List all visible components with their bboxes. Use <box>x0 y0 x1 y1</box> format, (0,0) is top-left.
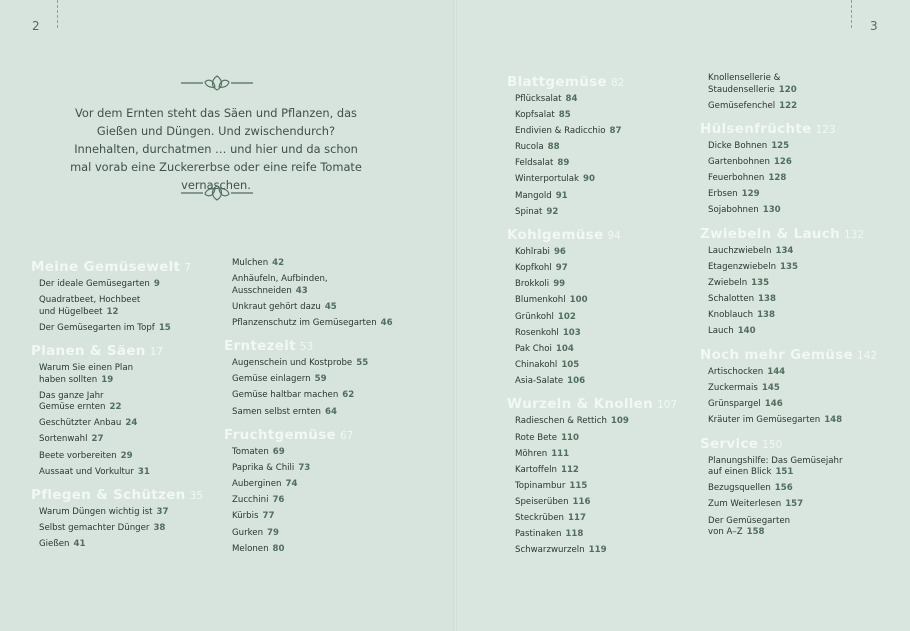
toc-entry-text: Gießen <box>39 539 70 550</box>
toc-entry-page: 144 <box>767 366 786 377</box>
toc-entry-text: Beete vorbereiten <box>39 450 117 461</box>
toc-entry-page: 122 <box>779 100 798 111</box>
toc-entry-text: Kartoffeln <box>515 464 557 475</box>
toc-entry-text: Grünspargel <box>708 399 761 410</box>
section-title[interactable] <box>507 395 697 414</box>
toc-entry-page: 116 <box>572 496 591 507</box>
intro-text: Vor dem Ernten steht das Säen und Pflanzen, das Gießen und Düngen. Und zwischendurch? Innehalten, durchatmen … und hier und da schon mal vorab eine Zuckererbse oder eine reife Tomate vernaschen. <box>70 106 362 192</box>
toc-entry-text: Möhren <box>515 448 548 459</box>
toc-entry-text: Pflanzenschutz im Gemüsegarten <box>232 317 377 328</box>
toc-entry-page: 91 <box>555 190 568 201</box>
toc-entry-text: Etagenzwiebeln <box>708 262 777 273</box>
toc-entry-text: Gurken <box>232 527 264 538</box>
toc-column-4 <box>700 73 900 547</box>
toc-section <box>31 342 221 478</box>
toc-entry-text: Samen selbst ernten <box>232 406 321 417</box>
toc-entry-page: 126 <box>773 157 792 168</box>
toc-entry-page: 130 <box>762 205 781 216</box>
toc-entry-text: Blumenkohl <box>515 295 566 306</box>
section-page-number: 132 <box>844 228 865 241</box>
toc-entry[interactable] <box>708 310 900 322</box>
toc-entry-page: 135 <box>780 262 798 273</box>
toc-entry-page: 73 <box>298 463 311 474</box>
toc-entry-page: 117 <box>567 512 586 523</box>
toc-entry[interactable] <box>708 367 900 379</box>
toc-entry[interactable] <box>515 360 697 372</box>
toc-entry[interactable] <box>39 467 221 479</box>
toc-entry-text: Mangold <box>515 190 552 201</box>
toc-section <box>224 337 439 418</box>
toc-column-2 <box>224 258 439 563</box>
toc-entry[interactable] <box>515 481 697 493</box>
section-title[interactable] <box>507 226 697 245</box>
toc-entry-page: 38 <box>153 523 166 534</box>
section-page-number: 107 <box>657 399 678 412</box>
toc-entry-text: Brokkoli <box>515 279 550 290</box>
toc-entry-page: 29 <box>120 450 133 461</box>
toc-entry-text: Speiserüben <box>515 496 569 507</box>
toc-entry-page: 19 <box>101 374 114 385</box>
toc-entry[interactable] <box>39 391 221 414</box>
toc-entry-text: Sojabohnen <box>708 205 759 216</box>
toc-entry-text: Kohlrabi <box>515 247 550 258</box>
toc-entry[interactable] <box>232 511 439 523</box>
toc-entry[interactable] <box>515 207 697 219</box>
toc-section <box>700 73 900 112</box>
toc-entry-text: Kürbis <box>232 511 259 522</box>
toc-entry-page: 120 <box>778 84 797 95</box>
toc-entry[interactable] <box>708 326 900 338</box>
toc-entry[interactable] <box>232 463 439 475</box>
section-page-number: 94 <box>607 230 621 243</box>
toc-entry-page: 90 <box>583 174 595 185</box>
toc-section <box>31 258 221 334</box>
toc-entry[interactable] <box>515 247 697 259</box>
toc-entry[interactable] <box>39 279 221 291</box>
toc-entry-text: Unkraut gehört dazu <box>232 301 321 312</box>
toc-entry[interactable] <box>708 205 900 217</box>
dashed-rule-left <box>57 0 58 28</box>
toc-entry-text: Radieschen & Rettich <box>515 416 607 427</box>
toc-entry-text: Melonen <box>232 543 269 554</box>
dashed-rule-right <box>851 0 852 28</box>
section-page-number: 82 <box>610 77 625 89</box>
toc-entry-page: 55 <box>356 358 369 369</box>
toc-entry-page: 79 <box>267 527 280 538</box>
toc-entry-text: Gartenbohnen <box>708 157 770 168</box>
toc-entry[interactable] <box>232 407 439 419</box>
toc-entry-text: Steckrüben <box>515 512 564 523</box>
toc-entry-text: Dicke Bohnen <box>708 141 768 152</box>
toc-entry[interactable] <box>39 418 221 430</box>
toc-entry-page: 111 <box>551 448 570 459</box>
toc-entry-text: Sortenwahl <box>39 434 88 445</box>
toc-entry-page: 85 <box>558 110 571 121</box>
toc-entry-page: 138 <box>758 294 776 305</box>
toc-entry[interactable] <box>39 523 221 535</box>
toc-entry-page: 97 <box>555 263 568 274</box>
toc-entry-page: 24 <box>125 418 138 429</box>
toc-entry-page: 100 <box>569 295 588 306</box>
toc-section <box>700 225 900 338</box>
toc-entry-text: Feldsalat <box>515 158 554 169</box>
toc-entry-page: 135 <box>751 278 770 289</box>
section-title[interactable] <box>31 258 221 277</box>
toc-entry[interactable] <box>708 173 900 185</box>
toc-entry-page: 9 <box>153 279 160 289</box>
toc-entry[interactable] <box>708 189 900 201</box>
toc-entry[interactable] <box>39 363 221 386</box>
section-title-text: Kohlgemüse <box>507 227 604 244</box>
toc-entry-page: 99 <box>553 279 566 290</box>
toc-entry[interactable] <box>515 416 697 428</box>
section-title[interactable] <box>700 225 900 244</box>
toc-column-1 <box>31 258 221 559</box>
toc-entry-page: 64 <box>324 406 337 417</box>
toc-entry-text: Auberginen <box>232 479 282 490</box>
toc-entry-page: 22 <box>109 402 122 413</box>
toc-entry[interactable] <box>232 390 439 402</box>
toc-entry[interactable] <box>515 545 697 557</box>
toc-entry-text: Zwiebeln <box>708 278 748 289</box>
toc-entry[interactable] <box>515 449 697 461</box>
toc-entry[interactable] <box>515 376 697 388</box>
toc-section <box>507 73 697 218</box>
toc-entry[interactable] <box>232 479 439 491</box>
toc-entry-page: 138 <box>757 310 776 321</box>
toc-entry-page: 69 <box>272 447 285 458</box>
toc-entry-text: Spinat <box>515 206 543 217</box>
toc-entry-page: 157 <box>785 499 804 510</box>
toc-entry-text: Augenschein und Kostprobe <box>232 358 353 369</box>
toc-entry-page: 118 <box>565 529 584 540</box>
toc-entry-page: 115 <box>569 480 588 491</box>
toc-entry[interactable] <box>232 302 439 314</box>
toc-entry-page: 46 <box>380 317 393 328</box>
toc-entry-page: 129 <box>741 189 760 200</box>
toc-entry[interactable] <box>515 126 697 138</box>
toc-entry-text: Pastinaken <box>515 529 562 540</box>
section-title[interactable] <box>31 486 221 505</box>
toc-section <box>224 258 439 329</box>
toc-entry[interactable] <box>515 142 697 154</box>
toc-entry-text: Kopfkohl <box>515 263 552 274</box>
toc-entry-page: 110 <box>561 432 580 443</box>
toc-entry[interactable] <box>708 383 900 395</box>
toc-entry[interactable] <box>515 344 697 356</box>
page-number-right: 3 <box>870 19 878 33</box>
toc-entry[interactable] <box>708 262 900 274</box>
section-page-number: 123 <box>815 124 836 137</box>
toc-entry-page: 87 <box>609 126 622 137</box>
toc-entry[interactable] <box>708 157 900 169</box>
toc-entry-text: Der Gemüsegarten im Topf <box>39 322 155 333</box>
toc-entry-text: Pflücksalat <box>515 94 562 104</box>
toc-entry[interactable] <box>515 263 697 275</box>
section-title-text: Meine Gemüsewelt <box>31 259 181 275</box>
toc-entry[interactable] <box>232 495 439 507</box>
section-page-number: 142 <box>856 349 878 362</box>
toc-entry-page: 89 <box>557 158 570 169</box>
toc-entry-page: 140 <box>737 326 756 337</box>
toc-entry-page: 106 <box>567 375 586 386</box>
toc-entry-page: 62 <box>342 390 355 401</box>
toc-entry[interactable] <box>515 529 697 541</box>
toc-entry-page: 27 <box>91 434 104 445</box>
toc-entry-page: 158 <box>746 527 765 537</box>
toc-entry-page: 125 <box>771 141 790 152</box>
toc-entry[interactable] <box>39 434 221 446</box>
toc-entry-page: 45 <box>324 301 337 312</box>
toc-entry-page: 151 <box>775 467 794 478</box>
toc-entry[interactable] <box>708 246 900 258</box>
toc-entry[interactable] <box>515 497 697 509</box>
section-page-number: 53 <box>299 341 314 354</box>
toc-entry-page: 96 <box>553 247 566 258</box>
toc-entry-text: Chinakohl <box>515 359 558 370</box>
toc-entry[interactable] <box>708 499 900 511</box>
toc-entry-page: 88 <box>547 142 560 153</box>
toc-entry-text: Das ganze Jahr Gemüse ernten <box>39 390 106 413</box>
toc-entry-text: Gemüsefenchel <box>708 100 776 111</box>
toc-entry-text: Endivien & Radicchio <box>515 126 606 137</box>
toc-entry[interactable] <box>708 415 900 427</box>
leaf-ornament-top-icon <box>181 74 253 92</box>
section-title[interactable] <box>31 342 221 361</box>
section-page-number: 150 <box>762 438 783 451</box>
toc-entry-text: Rosenkohl <box>515 327 559 338</box>
toc-entry[interactable] <box>232 358 439 370</box>
toc-entry-text: Gemüse haltbar machen <box>232 390 339 401</box>
toc-entry-text: Kopfsalat <box>515 110 555 121</box>
book-gutter <box>453 0 457 631</box>
toc-entry-text: Artischocken <box>708 366 764 377</box>
toc-entry[interactable] <box>515 174 697 186</box>
toc-entry-page: 84 <box>565 94 578 104</box>
toc-entry-text: Paprika & Chili <box>232 463 295 474</box>
toc-entry-page: 134 <box>775 245 794 256</box>
toc-entry[interactable] <box>39 539 221 551</box>
toc-section <box>224 426 439 555</box>
toc-entry-page: 146 <box>764 399 783 410</box>
page-number-left: 2 <box>32 19 40 33</box>
toc-entry-page: 43 <box>295 285 308 296</box>
toc-entry-text: Schalotten <box>708 294 755 305</box>
toc-entry-page: 80 <box>272 543 285 554</box>
section-page-number: 35 <box>189 490 203 503</box>
toc-entry-text: Warum Sie einen Plan haben sollten <box>39 363 134 385</box>
section-title-text: Pflegen & Schützen <box>31 487 186 504</box>
toc-entry[interactable] <box>515 191 697 203</box>
section-title-text: Erntezeit <box>224 338 296 355</box>
toc-entry-text: Grünkohl <box>515 311 554 322</box>
toc-entry-text: Schwarzwurzeln <box>515 545 585 556</box>
toc-entry[interactable] <box>515 465 697 477</box>
toc-column-3 <box>507 73 697 565</box>
section-title[interactable] <box>224 337 439 356</box>
toc-entry[interactable] <box>39 295 221 318</box>
toc-entry-page: 12 <box>106 306 119 317</box>
toc-entry-text: Anhäufeln, Aufbinden, Ausschneiden <box>232 274 328 296</box>
toc-entry-page: 145 <box>761 383 780 394</box>
toc-entry-page: 15 <box>158 322 171 333</box>
toc-entry-text: Planungshilfe: Das Gemüsejahr auf einen Blick <box>708 455 843 478</box>
toc-entry[interactable] <box>708 294 900 306</box>
section-title-text: Wurzeln & Knollen <box>507 396 654 413</box>
toc-entry-text: Aussaat und Vorkultur <box>39 466 134 477</box>
toc-entry-page: 37 <box>156 507 169 518</box>
toc-entry[interactable] <box>708 101 900 113</box>
toc-entry-page: 148 <box>824 415 843 426</box>
toc-section <box>31 486 221 551</box>
toc-entry-text: Mulchen <box>232 258 269 268</box>
toc-entry-text: Knollensellerie & Staudensellerie <box>708 73 781 95</box>
toc-entry-page: 105 <box>561 359 580 370</box>
section-title-text: Noch mehr Gemüse <box>700 346 853 363</box>
section-title[interactable] <box>700 435 900 454</box>
toc-entry[interactable] <box>232 544 439 556</box>
toc-entry-page: 77 <box>262 511 275 522</box>
toc-entry-text: Rucola <box>515 142 544 153</box>
toc-entry-text: Der ideale Gemüsegarten <box>39 279 150 289</box>
toc-entry[interactable] <box>39 507 221 519</box>
toc-entry-page: 112 <box>560 464 579 475</box>
toc-entry-page: 42 <box>272 258 285 268</box>
toc-entry-text: Zuckermais <box>708 383 758 394</box>
toc-entry[interactable] <box>232 274 439 297</box>
toc-entry[interactable] <box>515 513 697 525</box>
toc-entry-text: Kräuter im Gemüsegarten <box>708 415 821 426</box>
section-title-text: Hülsenfrüchte <box>700 121 812 138</box>
section-title-text: Blattgemüse <box>507 74 607 90</box>
toc-entry-page: 59 <box>314 374 327 385</box>
toc-entry-page: 41 <box>73 539 86 550</box>
toc-entry-text: Winterportulak <box>515 174 580 185</box>
toc-section <box>700 120 900 217</box>
toc-section <box>700 346 900 427</box>
toc-entry-text: Feuerbohnen <box>708 173 765 184</box>
section-title-text: Fruchtgemüse <box>224 427 336 444</box>
toc-entry[interactable] <box>515 158 697 170</box>
toc-section <box>507 395 697 556</box>
toc-entry-text: Der Gemüsegarten von A–Z <box>708 515 791 537</box>
toc-entry[interactable] <box>708 516 900 539</box>
section-title-text: Service <box>700 435 759 452</box>
toc-entry-text: Zucchini <box>232 495 269 506</box>
toc-entry[interactable] <box>232 447 439 459</box>
section-page-number: 67 <box>339 430 354 443</box>
toc-entry-text: Lauch <box>708 326 734 337</box>
toc-entry-text: Pak Choi <box>515 343 552 354</box>
toc-entry[interactable] <box>708 483 900 495</box>
toc-entry-page: 104 <box>555 343 574 354</box>
toc-entry-page: 102 <box>557 311 576 322</box>
toc-entry[interactable] <box>515 94 697 106</box>
toc-entry[interactable] <box>515 328 697 340</box>
toc-entry-page: 74 <box>285 479 298 490</box>
toc-entry[interactable] <box>39 451 221 463</box>
toc-entry-page: 109 <box>610 416 629 427</box>
toc-entry-page: 156 <box>774 483 793 494</box>
toc-entry-page: 92 <box>546 206 559 217</box>
toc-entry-text: Knoblauch <box>708 310 754 321</box>
toc-entry[interactable] <box>232 528 439 540</box>
toc-entry[interactable] <box>515 433 697 445</box>
toc-entry[interactable] <box>232 318 439 330</box>
toc-section <box>507 226 697 387</box>
toc-entry-text: Quadratbeet, Hochbeet und Hügelbeet <box>39 295 141 317</box>
leaf-ornament-bottom-icon <box>181 184 253 202</box>
toc-entry[interactable] <box>708 456 900 479</box>
toc-entry-text: Warum Düngen wichtig ist <box>39 507 153 518</box>
toc-entry[interactable] <box>515 312 697 324</box>
toc-entry-text: Topinambur <box>515 480 566 491</box>
toc-entry[interactable] <box>515 279 697 291</box>
toc-entry-page: 119 <box>588 545 607 556</box>
toc-entry-text: Tomaten <box>232 447 269 458</box>
toc-entry-text: Zum Weiterlesen <box>708 499 782 510</box>
section-page-number: 17 <box>149 346 164 359</box>
section-title[interactable] <box>507 73 697 92</box>
toc-entry[interactable] <box>708 278 900 290</box>
toc-section <box>700 435 900 539</box>
toc-entry-page: 128 <box>768 173 787 184</box>
toc-entry-text: Asia-Salate <box>515 375 564 386</box>
section-title[interactable] <box>224 426 439 445</box>
toc-entry[interactable] <box>708 141 900 153</box>
toc-entry-text: Bezugsquellen <box>708 483 771 494</box>
section-title[interactable] <box>700 120 900 139</box>
toc-entry[interactable] <box>232 374 439 386</box>
section-title-text: Planen & Säen <box>31 343 146 360</box>
toc-entry[interactable] <box>708 399 900 411</box>
toc-entry[interactable] <box>708 73 900 96</box>
toc-entry-text: Selbst gemachter Dünger <box>39 523 150 534</box>
toc-entry[interactable] <box>515 295 697 307</box>
toc-entry-text: Erbsen <box>708 189 738 200</box>
toc-entry-text: Lauchzwiebeln <box>708 245 772 256</box>
toc-entry-page: 76 <box>272 495 285 506</box>
toc-entry-text: Rote Bete <box>515 432 558 443</box>
toc-entry[interactable] <box>39 323 221 335</box>
toc-entry-text: Gemüse einlagern <box>232 374 311 385</box>
toc-entry-page: 31 <box>137 466 150 477</box>
toc-entry[interactable] <box>232 258 439 270</box>
toc-entry-page: 103 <box>562 327 581 338</box>
section-title-text: Zwiebeln & Lauch <box>700 225 841 242</box>
toc-entry-text: Geschützter Anbau <box>39 418 122 429</box>
section-page-number: 7 <box>184 262 191 274</box>
toc-entry[interactable] <box>515 110 697 122</box>
section-title[interactable] <box>700 346 900 365</box>
